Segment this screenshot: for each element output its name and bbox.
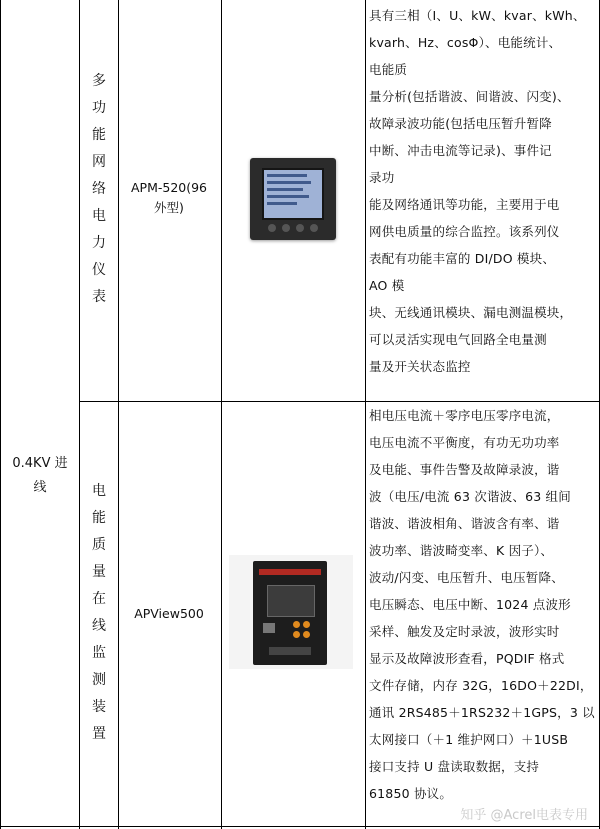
description-line: 通讯 2RS485＋1RS232＋1GPS，3 以 bbox=[369, 705, 595, 720]
meter-device-image bbox=[250, 158, 336, 240]
category-char: 置 bbox=[92, 726, 106, 742]
description-line: 相电压电流＋零序电压零序电流， bbox=[369, 408, 560, 423]
row2-description bbox=[369, 402, 597, 807]
meter-screen bbox=[262, 168, 324, 220]
description-line: AO 模 bbox=[369, 278, 405, 293]
description-line: 能及网络通讯等功能，主要用于电 bbox=[369, 197, 560, 212]
row1-model: APM-520(96 外型) bbox=[130, 180, 208, 215]
category-char: 力 bbox=[92, 235, 106, 251]
watermark: 知乎 @Acrel电表专用 bbox=[460, 808, 588, 823]
description-line: 电压电流不平衡度，有功无功功率 bbox=[369, 435, 560, 450]
description-line: 具有三相（I、U、kW、kvar、kWh、 bbox=[369, 8, 586, 23]
category-char: 能 bbox=[92, 127, 106, 143]
row1-category bbox=[79, 68, 119, 311]
category-char: 电 bbox=[92, 208, 106, 224]
description-line: 块、无线通讯模块、漏电测温模块， bbox=[369, 305, 573, 320]
category-char: 网 bbox=[92, 154, 106, 170]
description-line: 及电能、事件告警及故障录波，谐 bbox=[369, 462, 560, 477]
table-border-left bbox=[0, 0, 1, 829]
category-char: 络 bbox=[92, 181, 106, 197]
description-line: 文件存储，内存 32G，16DO＋22DI， bbox=[369, 678, 593, 693]
category-char: 量 bbox=[92, 564, 106, 580]
description-line: 电能质 bbox=[369, 62, 408, 77]
description-line: 中断、冲击电流等记录)、事件记 bbox=[369, 143, 552, 158]
category-char: 质 bbox=[92, 537, 106, 553]
table-border-col4 bbox=[365, 0, 366, 829]
row2-model: APView500 bbox=[134, 606, 204, 621]
table-bottom-line bbox=[0, 826, 600, 827]
description-line: kvarh、Hz、cosΦ）、电能统计、 bbox=[369, 35, 562, 50]
description-line: 量分析(包括谐波、间谐波、闪变)、 bbox=[369, 89, 570, 104]
power-quality-device-image bbox=[229, 555, 353, 669]
description-line: 网供电质量的综合监控。该系列仪 bbox=[369, 224, 560, 239]
description-line: 61850 协议。 bbox=[369, 786, 453, 801]
description-line: 波动/闪变、电压暂升、电压暂降、 bbox=[369, 570, 564, 585]
description-line: 电压瞬态、电压中断、1024 点波形 bbox=[369, 597, 571, 612]
category-char: 功 bbox=[92, 100, 106, 116]
table-border-col3 bbox=[221, 0, 222, 829]
category-char: 监 bbox=[92, 645, 106, 661]
section-label: 0.4KV 进 线 bbox=[12, 456, 68, 495]
description-line: 量及开关状态监控 bbox=[369, 359, 471, 374]
category-char: 能 bbox=[92, 510, 106, 526]
category-char: 线 bbox=[92, 618, 106, 634]
description-line: 显示及故障波形查看，PQDIF 格式 bbox=[369, 651, 565, 666]
description-line: 太网接口（＋1 维护网口）＋1USB bbox=[369, 732, 569, 747]
description-line: 故障录波功能(包括电压暂升暂降 bbox=[369, 116, 552, 131]
description-line: 波功率、谐波畸变率、K 因子）、 bbox=[369, 543, 554, 558]
category-char: 表 bbox=[92, 289, 106, 305]
category-char: 仪 bbox=[92, 262, 106, 278]
description-line: 可以灵活实现电气回路全电量测 bbox=[369, 332, 547, 347]
description-line: 表配有功能丰富的 DI/DO 模块、 bbox=[369, 251, 556, 266]
description-line: 谐波、谐波相角、谐波含有率、谐 bbox=[369, 516, 560, 531]
description-line: 波（电压/电流 63 次谐波、63 组间 bbox=[369, 489, 571, 504]
description-line: 采样、触发及定时录波，波形实时 bbox=[369, 624, 560, 639]
row1-description bbox=[369, 2, 597, 380]
category-char: 电 bbox=[92, 483, 106, 499]
category-char: 在 bbox=[92, 591, 106, 607]
description-line: 录功 bbox=[369, 170, 395, 185]
category-char: 多 bbox=[92, 73, 106, 89]
category-char: 装 bbox=[92, 699, 106, 715]
category-char: 测 bbox=[92, 672, 106, 688]
description-line: 接口支持 U 盘读取数据，支持 bbox=[369, 759, 540, 774]
row2-category bbox=[79, 478, 119, 748]
